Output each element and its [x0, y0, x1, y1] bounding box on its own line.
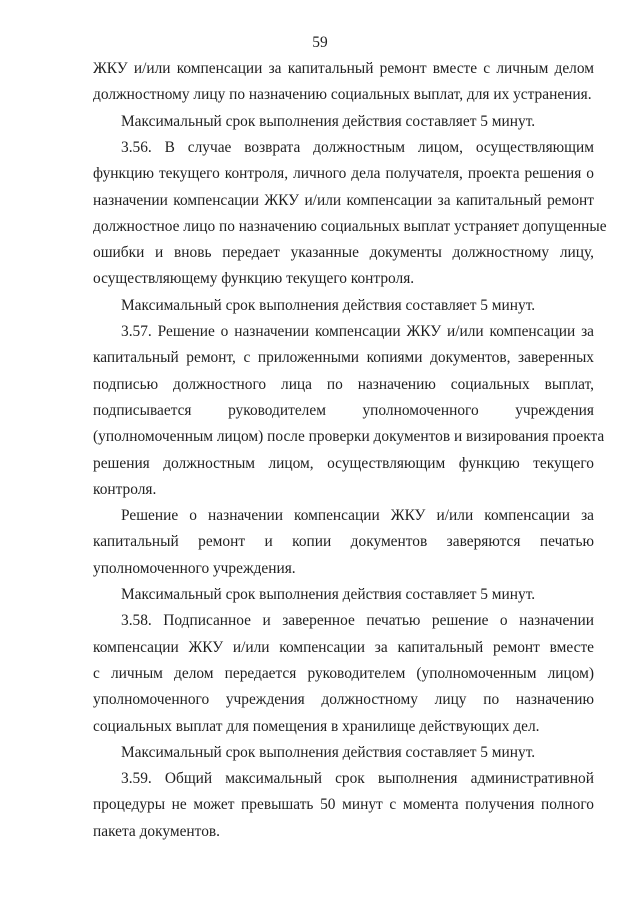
text-line: компенсации ЖКУ и/или компенсации за капитальный ремонт вместе: [93, 638, 594, 656]
text-line: ЖКУ и/или компенсации за капитальный ремонт вместе с личным делом: [93, 60, 594, 77]
text-line: капитальный ремонт и копии документов заверяются печатью: [93, 533, 594, 551]
text-line: социальных выплат для помещения в хранилище действующих дел.: [93, 717, 540, 735]
text-line: процедуры не может превышать 50 минут с момента получения полного: [93, 796, 594, 814]
text-line: 3.57. Решение о назначении компенсации ЖКУ и/или компенсации за: [121, 323, 594, 340]
text-line: 3.58. Подписанное и заверенное печатью решение о назначении: [121, 612, 594, 630]
text-line: назначении компенсации ЖКУ и/или компенсации за капитальный ремонт: [93, 191, 594, 209]
text-line: должностное лицо по назначению социальных выплат устраняет допущенные: [93, 217, 607, 235]
text-line: 3.59. Общий максимальный срок выполнения административной: [121, 770, 594, 788]
text-line: должностному лицу по назначению социальных выплат, для их устранения.: [93, 86, 592, 104]
text-line: подписью должностного лица по назначению социальных выплат,: [93, 375, 594, 393]
text-line: 3.56. В случае возврата должностным лицом, осуществляющим: [121, 138, 594, 156]
text-line: решения должностным лицом, осуществляющим функцию текущего: [93, 454, 594, 472]
text-line: уполномоченного учреждения.: [93, 559, 296, 577]
text-line: контроля.: [93, 480, 157, 498]
text-line: капитальный ремонт, с приложенными копиями документов, заверенных: [93, 349, 594, 367]
text-line: уполномоченного учреждения должностному лицу по назначению: [93, 691, 594, 709]
text-line: Максимальный срок выполнения действия составляет 5 минут.: [121, 112, 536, 130]
text-line: ошибки и вновь передает указанные документы должностному лицу,: [93, 244, 594, 262]
text-line: Максимальный срок выполнения действия составляет 5 минут.: [121, 743, 536, 761]
text-line: функцию текущего контроля, личного дела получателя, проекта решения о: [93, 165, 594, 183]
text-line: Максимальный срок выполнения действия составляет 5 минут.: [121, 296, 536, 314]
text-line: подписывается руководителем уполномоченного учреждения: [93, 401, 594, 419]
text-line: Решение о назначении компенсации ЖКУ и/или компенсации за: [121, 507, 594, 525]
text-line: осуществляющему функцию текущего контроля.: [93, 270, 415, 288]
page-number: 59: [312, 34, 328, 51]
text-line: (уполномоченным лицом) после проверки документов и визирования проекта: [93, 428, 605, 446]
text-line: с личным делом передается руководителем (уполномоченным лицом): [93, 664, 594, 682]
text-line: Максимальный срок выполнения действия составляет 5 минут.: [121, 586, 536, 603]
text-line: пакета документов.: [93, 822, 221, 840]
